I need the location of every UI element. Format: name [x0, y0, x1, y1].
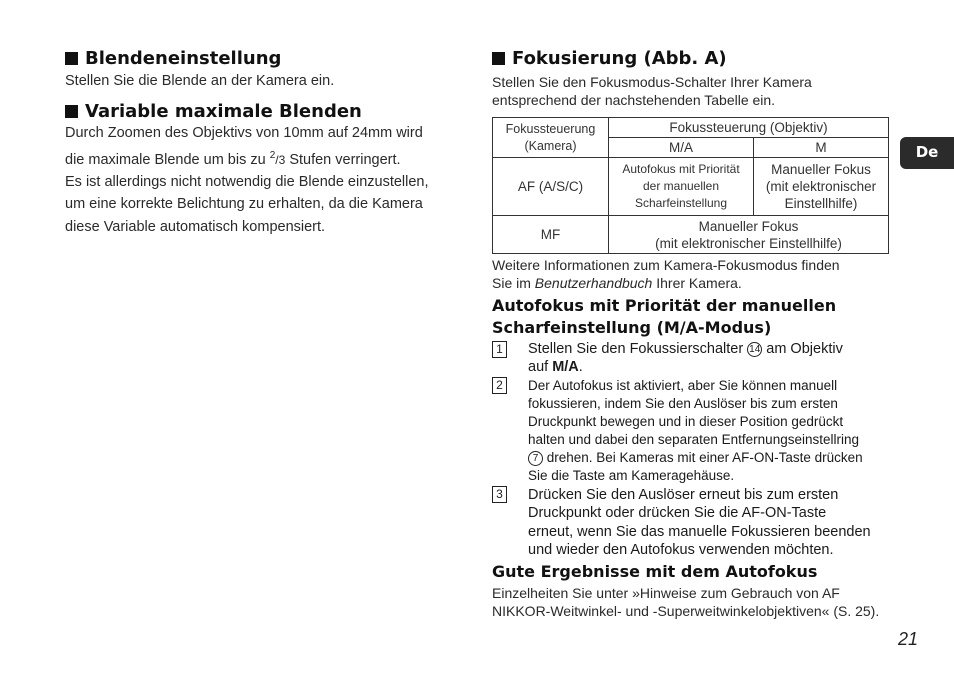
variable-blenden-text: Durch Zoomen des Objektivs von 10mm auf 24mm wird die maximale Blende um bis zu $^2$/3 Stufen verringert. Es ist allerdings nicht notwendig die Blende einzustellen, um eine korrekte Belichtung zu erhalten, da die Kamera diese Variable automatisch kompensiert. — [65, 125, 429, 235]
square-bullet-icon — [65, 105, 78, 118]
table-col-m: M — [754, 138, 889, 158]
subheading-good-results: Gute Ergebnisse mit dem Autofokus — [492, 562, 818, 581]
table-corner-cell: Fokussteuerung (Kamera) — [493, 118, 609, 158]
table-cell-af-ma: Autofokus mit Priorität der manuellen Scharfeinstellung — [609, 158, 754, 216]
table-cell-af-m: Manueller Fokus (mit elektronischer Einstellhilfe) — [754, 158, 889, 216]
heading-blendeneinstellung: Blendeneinstellung — [65, 48, 281, 70]
final-text: Einzelheiten Sie unter »Hinweise zum Gebrauch von AF NIKKOR-Weitwinkel- und -Superweitwinkelobjektiven« (S. 25). — [492, 585, 880, 619]
step-3-text: Drücken Sie den Auslöser erneut bis zum ersten Druckpunkt oder drücken Sie die AF-ON-Taste erneut, wenn Sie das manuelle Fokussieren beenden und wieder den Autofokus verwenden möchten. — [528, 487, 871, 558]
step-number-2: 2 — [492, 377, 507, 394]
after-table-text: Weitere Informationen zum Kamera-Fokusmodus finden Sie im Benutzerhandbuch Ihrer Kamera. — [492, 257, 840, 291]
callout-7-icon: 7 — [528, 451, 543, 466]
square-bullet-icon — [65, 52, 78, 65]
language-tab: De — [900, 137, 954, 169]
table-col-ma: M/A — [609, 138, 754, 158]
focus-mode-table — [492, 117, 889, 254]
step-number-1: 1 — [492, 341, 507, 358]
step-2-text: Der Autofokus ist aktiviert, aber Sie können manuell fokussieren, indem Sie den Auslöser bis zum ersten Druckpunkt bewegen und in dieser Position gedrückt halten und dabei den separaten Entfernungseinstellring 7 drehen. Bei Kameras mit einer AF-ON-Taste drücken Sie die Taste am Kameragehäuse. — [528, 378, 863, 483]
table-row-af-label: AF (A/S/C) — [493, 158, 609, 216]
subheading-af-priority: Autofokus mit Priorität der manuellen Scharfeinstellung (M/A-Modus) — [492, 296, 837, 337]
blende-text: Stellen Sie die Blende an der Kamera ein. — [65, 73, 335, 89]
table-cell-mf: Manueller Fokus (mit elektronischer Einstellhilfe) — [609, 216, 889, 254]
heading-variable-blenden: Variable maximale Blenden — [65, 101, 362, 123]
step-number-3: 3 — [492, 486, 507, 503]
fokus-intro-text: Stellen Sie den Fokusmodus-Schalter Ihrer Kamera entsprechend der nachstehenden Tabelle ein. — [492, 74, 812, 108]
callout-14-icon: 14 — [749, 344, 761, 355]
square-bullet-icon — [492, 52, 505, 65]
heading-fokusierung: Fokusierung (Abb. A) — [492, 48, 727, 70]
page-number: 21 — [898, 629, 919, 649]
table-row-mf-label: MF — [493, 216, 609, 254]
table-lens-header: Fokussteuerung (Objektiv) — [609, 118, 889, 138]
step-1-text: Stellen Sie den Fokussierschalter 14 am Objektiv auf M/A. — [528, 341, 843, 375]
